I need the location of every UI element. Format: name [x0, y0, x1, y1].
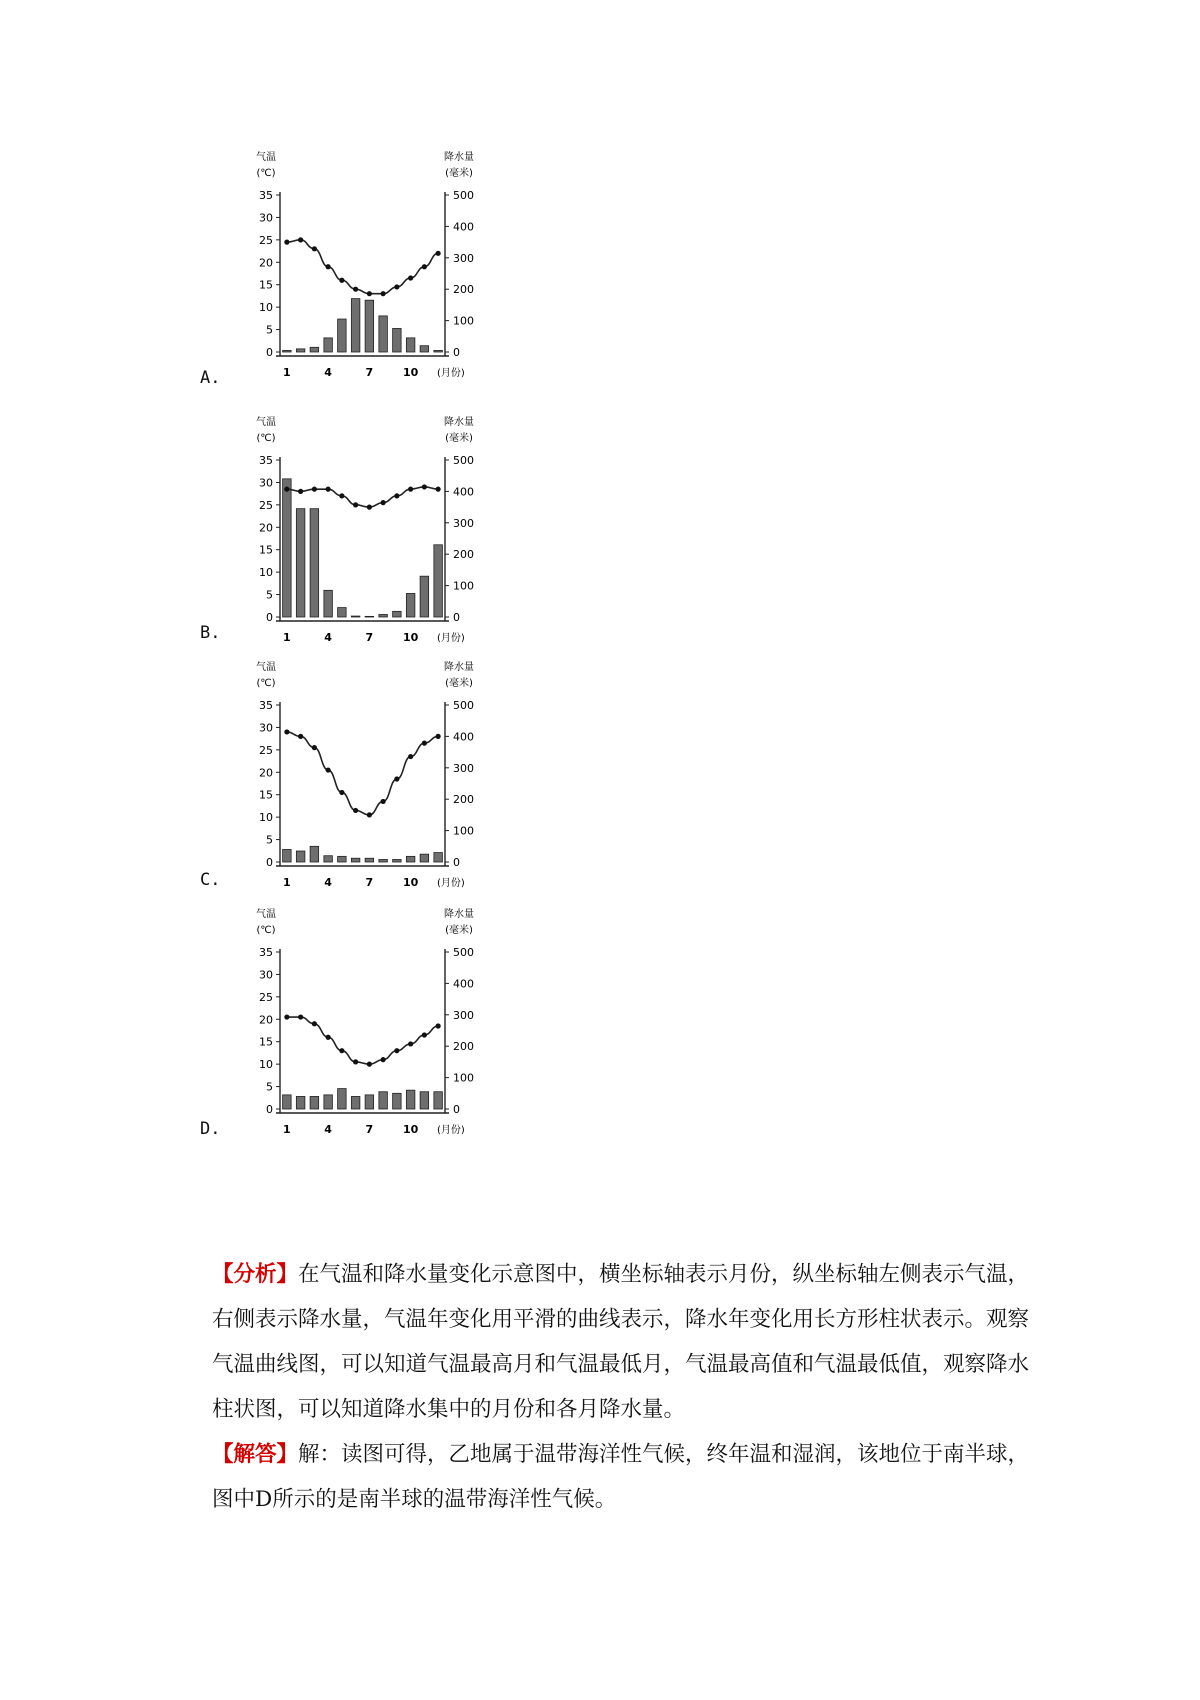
- right-tick-label: 200: [453, 548, 474, 562]
- right-tick-label: 100: [453, 1071, 474, 1085]
- temperature-point: [381, 799, 386, 804]
- right-tick-label: 0: [453, 1103, 460, 1116]
- left-axis-title: 气温: [256, 152, 276, 163]
- temperature-point: [381, 1057, 386, 1062]
- left-tick-label: 20: [259, 766, 273, 780]
- temperature-point: [312, 246, 317, 251]
- x-tick-label: 4: [324, 876, 332, 889]
- precipitation-bar: [420, 346, 429, 352]
- temperature-point: [312, 487, 317, 492]
- left-tick-label: 30: [259, 211, 273, 225]
- answer-paragraph: [212, 1432, 1032, 1522]
- temperature-point: [394, 1048, 399, 1053]
- precipitation-bar: [296, 851, 305, 862]
- precipitation-bar: [338, 856, 347, 862]
- x-tick-label: 10: [402, 366, 419, 379]
- left-tick-label: 15: [259, 543, 273, 557]
- precipitation-bar: [283, 1095, 292, 1109]
- temperature-point: [298, 237, 303, 242]
- precipitation-bar: [324, 338, 333, 352]
- left-tick-label: 25: [259, 743, 273, 757]
- x-axis-unit: (月份): [437, 1125, 465, 1136]
- temperature-point: [367, 1062, 372, 1067]
- temperature-line: [287, 487, 438, 507]
- right-tick-label: 100: [453, 314, 474, 328]
- precipitation-bar: [365, 616, 374, 617]
- precipitation-bar: [296, 509, 305, 617]
- right-tick-label: 400: [453, 730, 474, 744]
- option-c: [200, 660, 520, 922]
- x-tick-label: 4: [324, 366, 332, 379]
- precipitation-bar: [434, 853, 443, 862]
- temperature-point: [381, 291, 386, 296]
- right-tick-label: 300: [453, 516, 474, 530]
- precipitation-bar: [351, 1096, 360, 1109]
- right-tick-label: 0: [453, 856, 460, 869]
- x-tick-label: 4: [324, 1123, 332, 1136]
- precipitation-bar: [393, 1093, 402, 1109]
- precipitation-bar: [406, 338, 415, 352]
- right-tick-label: 500: [453, 189, 474, 202]
- x-tick-label: 4: [324, 631, 332, 644]
- left-tick-label: 20: [259, 1013, 273, 1027]
- left-axis-unit: (℃): [256, 678, 276, 689]
- temperature-point: [339, 493, 344, 498]
- right-tick-label: 200: [453, 793, 474, 807]
- left-tick-label: 0: [266, 346, 273, 359]
- x-tick-label: 1: [283, 876, 291, 889]
- x-tick-label: 10: [402, 1123, 419, 1136]
- right-axis-unit: (毫米): [445, 433, 473, 444]
- temperature-point: [408, 1041, 413, 1046]
- temperature-point: [298, 489, 303, 494]
- left-tick-label: 5: [266, 1080, 273, 1094]
- x-tick-label: 10: [402, 631, 419, 644]
- left-tick-label: 5: [266, 833, 273, 847]
- temperature-line: [287, 732, 438, 815]
- x-tick-label: 1: [283, 1123, 291, 1136]
- precipitation-bar: [379, 1092, 388, 1109]
- precipitation-bar: [365, 1095, 374, 1109]
- left-tick-label: 10: [259, 811, 273, 825]
- temperature-point: [326, 487, 331, 492]
- precipitation-bar: [420, 576, 429, 617]
- left-tick-label: 30: [259, 968, 273, 982]
- right-axis-title: 降水量: [444, 417, 474, 428]
- left-tick-label: 0: [266, 611, 273, 624]
- precipitation-bar: [310, 1096, 319, 1109]
- left-axis-title: 气温: [256, 909, 276, 920]
- right-tick-label: 200: [453, 283, 474, 297]
- left-tick-label: 35: [259, 454, 273, 467]
- precipitation-bar: [351, 299, 360, 352]
- x-axis-unit: (月份): [437, 633, 465, 644]
- temperature-point: [353, 502, 358, 507]
- precipitation-bar: [310, 347, 319, 352]
- right-tick-label: 500: [453, 454, 474, 467]
- precipitation-bar: [324, 590, 333, 617]
- precipitation-bar: [420, 854, 429, 862]
- temperature-point: [394, 493, 399, 498]
- left-tick-label: 15: [259, 1035, 273, 1049]
- precipitation-bar: [283, 479, 292, 617]
- temperature-point: [326, 767, 331, 772]
- analysis-tag: 【分析】: [212, 1262, 299, 1287]
- temperature-point: [394, 776, 399, 781]
- left-axis-title: 气温: [256, 417, 276, 428]
- x-tick-label: 7: [365, 366, 374, 379]
- temperature-point: [367, 505, 372, 510]
- right-tick-label: 100: [453, 579, 474, 593]
- precipitation-bar: [296, 1096, 305, 1109]
- answer-text: 解：读图可得，乙地属于温带海洋性气候，终年温和湿润，该地位于南半球，图中D所示的是南半球的温带海洋性气候。: [212, 1442, 1030, 1512]
- temperature-point: [422, 1032, 427, 1037]
- temperature-point: [381, 500, 386, 505]
- temperature-point: [353, 808, 358, 813]
- x-axis-unit: (月份): [437, 878, 465, 889]
- precipitation-bar: [283, 350, 292, 352]
- left-axis-title: 气温: [256, 662, 276, 673]
- right-tick-label: 400: [453, 977, 474, 991]
- temperature-point: [436, 734, 441, 739]
- option-letter: C.: [200, 870, 221, 890]
- left-tick-label: 5: [266, 323, 273, 337]
- temperature-point: [326, 264, 331, 269]
- precipitation-bar: [296, 349, 305, 352]
- left-tick-label: 15: [259, 788, 273, 802]
- x-tick-label: 1: [283, 366, 291, 379]
- precipitation-bar: [283, 849, 292, 862]
- option-d: [200, 907, 520, 1169]
- right-tick-label: 500: [453, 699, 474, 712]
- temperature-point: [353, 1059, 358, 1064]
- analysis-text: 在气温和降水量变化示意图中，横坐标轴表示月份，纵坐标轴左侧表示气温，右侧表示降水量，气温年变化用平滑的曲线表示，降水年变化用长方形柱状表示。观察气温曲线图，可以知道气温最高月和气温最低月，气温最高值和气温最低值，观察降水柱状图，可以知道降水集中的月份和各月降水量。: [212, 1262, 1030, 1422]
- precipitation-bar: [434, 1092, 443, 1109]
- temperature-point: [367, 291, 372, 296]
- temperature-point: [339, 1048, 344, 1053]
- precipitation-bar: [324, 1095, 333, 1109]
- answer-tag: 【解答】: [212, 1442, 299, 1467]
- precipitation-bar: [338, 1089, 347, 1109]
- precipitation-bar: [379, 859, 388, 862]
- temperature-point: [284, 240, 289, 245]
- temperature-point: [339, 278, 344, 283]
- right-tick-label: 300: [453, 251, 474, 265]
- right-tick-label: 300: [453, 1008, 474, 1022]
- left-tick-label: 20: [259, 521, 273, 535]
- precipitation-bar: [406, 856, 415, 862]
- right-axis-unit: (毫米): [445, 925, 473, 936]
- right-tick-label: 0: [453, 611, 460, 624]
- temperature-point: [422, 741, 427, 746]
- right-tick-label: 300: [453, 761, 474, 775]
- left-tick-label: 20: [259, 256, 273, 270]
- left-tick-label: 15: [259, 278, 273, 292]
- solution-text: [212, 1252, 1032, 1522]
- left-tick-label: 30: [259, 721, 273, 735]
- x-tick-label: 7: [365, 1123, 374, 1136]
- precipitation-bar: [420, 1092, 429, 1109]
- right-tick-label: 500: [453, 946, 474, 959]
- precipitation-bar: [393, 328, 402, 352]
- temperature-point: [436, 487, 441, 492]
- option-a: [200, 150, 520, 412]
- left-tick-label: 10: [259, 301, 273, 315]
- precipitation-bar: [393, 859, 402, 862]
- temperature-point: [326, 1035, 331, 1040]
- temperature-point: [436, 1023, 441, 1028]
- precipitation-bar: [310, 846, 319, 862]
- climate-chart-d: [240, 907, 520, 1147]
- temperature-line: [287, 1017, 438, 1064]
- temperature-point: [422, 264, 427, 269]
- left-tick-label: 10: [259, 1058, 273, 1072]
- left-tick-label: 25: [259, 990, 273, 1004]
- temperature-point: [408, 754, 413, 759]
- left-tick-label: 25: [259, 498, 273, 512]
- option-letter: B.: [200, 623, 221, 643]
- x-tick-label: 10: [402, 876, 419, 889]
- x-tick-label: 1: [283, 631, 291, 644]
- temperature-point: [353, 287, 358, 292]
- precipitation-bar: [393, 611, 402, 617]
- temperature-point: [408, 275, 413, 280]
- right-tick-label: 200: [453, 1040, 474, 1054]
- option-letter: D.: [200, 1119, 221, 1139]
- left-tick-label: 35: [259, 189, 273, 202]
- precipitation-bar: [324, 856, 333, 862]
- temperature-point: [422, 484, 427, 489]
- right-tick-label: 400: [453, 485, 474, 499]
- x-axis-unit: (月份): [437, 368, 465, 379]
- right-axis-unit: (毫米): [445, 168, 473, 179]
- left-axis-unit: (℃): [256, 433, 276, 444]
- climate-chart-c: [240, 660, 520, 900]
- precipitation-bar: [365, 858, 374, 862]
- temperature-point: [394, 284, 399, 289]
- right-axis-unit: (毫米): [445, 678, 473, 689]
- precipitation-bar: [406, 1090, 415, 1109]
- right-tick-label: 400: [453, 220, 474, 234]
- right-axis-title: 降水量: [444, 662, 474, 673]
- temperature-point: [298, 734, 303, 739]
- precipitation-bar: [434, 545, 443, 617]
- temperature-point: [436, 251, 441, 256]
- precipitation-bar: [351, 858, 360, 862]
- right-tick-label: 100: [453, 824, 474, 838]
- temperature-point: [298, 1014, 303, 1019]
- left-tick-label: 25: [259, 233, 273, 247]
- precipitation-bar: [351, 616, 360, 617]
- climate-chart-a: [240, 150, 520, 390]
- precipitation-bar: [434, 350, 443, 352]
- left-axis-unit: (℃): [256, 168, 276, 179]
- right-axis-title: 降水量: [444, 152, 474, 163]
- precipitation-bar: [379, 316, 388, 352]
- precipitation-bar: [365, 300, 374, 352]
- analysis-paragraph: [212, 1252, 1032, 1432]
- precipitation-bar: [338, 608, 347, 617]
- right-axis-title: 降水量: [444, 909, 474, 920]
- precipitation-bar: [310, 509, 319, 617]
- right-tick-label: 0: [453, 346, 460, 359]
- precipitation-bar: [379, 614, 388, 617]
- precipitation-bar: [338, 319, 347, 352]
- temperature-point: [367, 812, 372, 817]
- precipitation-bar: [406, 593, 415, 617]
- option-b: [200, 415, 520, 677]
- temperature-point: [284, 729, 289, 734]
- left-tick-label: 30: [259, 476, 273, 490]
- temperature-point: [284, 1014, 289, 1019]
- left-tick-label: 0: [266, 1103, 273, 1116]
- x-tick-label: 7: [365, 876, 374, 889]
- left-tick-label: 35: [259, 946, 273, 959]
- temperature-line: [287, 240, 438, 294]
- left-tick-label: 0: [266, 856, 273, 869]
- temperature-point: [408, 487, 413, 492]
- x-tick-label: 7: [365, 631, 374, 644]
- temperature-point: [284, 487, 289, 492]
- left-axis-unit: (℃): [256, 925, 276, 936]
- temperature-point: [339, 790, 344, 795]
- temperature-point: [312, 1021, 317, 1026]
- climate-chart-b: [240, 415, 520, 655]
- left-tick-label: 10: [259, 566, 273, 580]
- temperature-point: [312, 745, 317, 750]
- left-tick-label: 5: [266, 588, 273, 602]
- left-tick-label: 35: [259, 699, 273, 712]
- option-letter: A.: [200, 368, 221, 388]
